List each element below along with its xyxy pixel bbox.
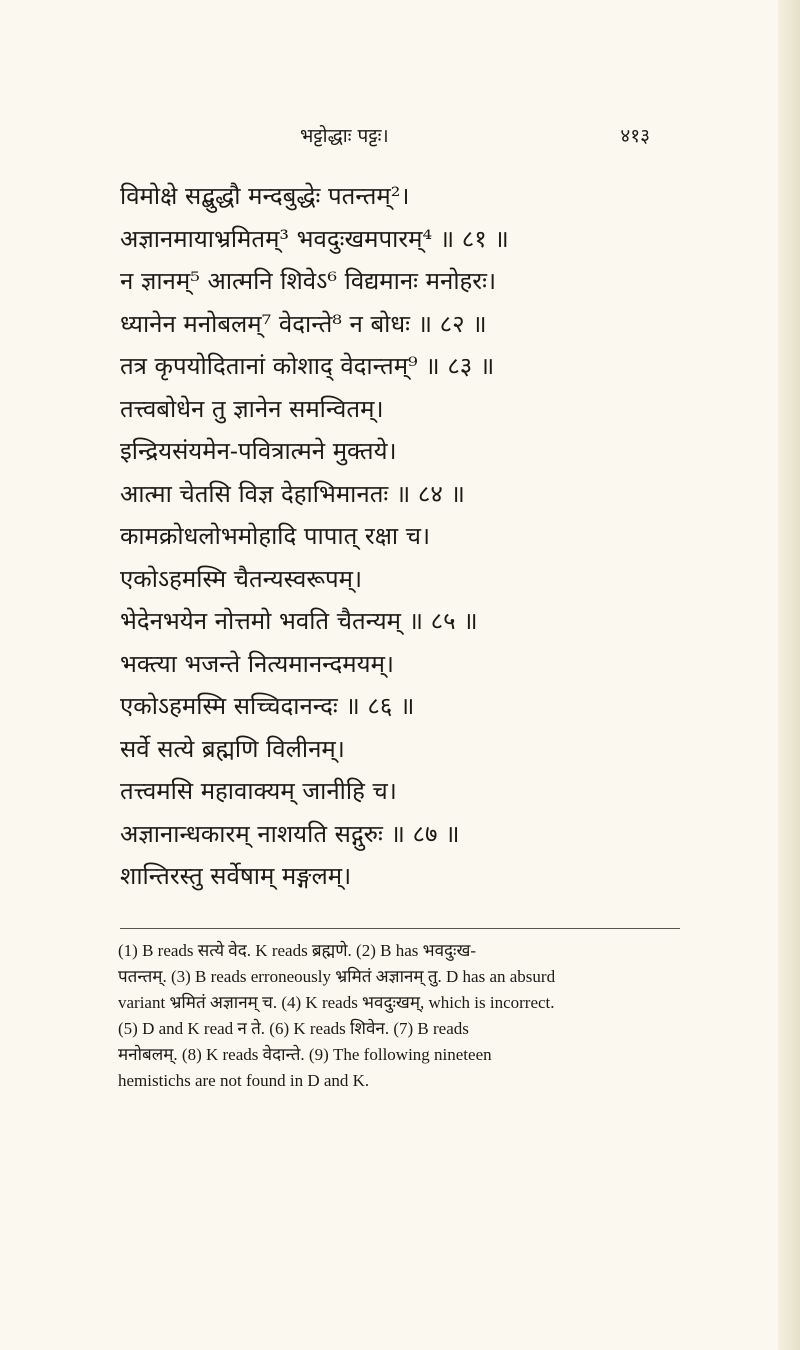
verse-line: सर्वे सत्ये ब्रह्मणि विलीनम्।: [120, 734, 345, 763]
verse-line: एकोऽहमस्मि सच्चिदानन्दः ॥ ८६ ॥: [120, 692, 415, 720]
verse-line: भेदेनभयेन नोत्तमो भवति चैतन्यम् ॥ ८५ ॥: [120, 607, 478, 635]
footnote-line: (1) B reads सत्ये वेद. K reads ब्रह्मणे. (2) B has भवदुःख-: [118, 941, 477, 960]
footnote-line: (5) D and K read न ते. (6) K reads शिवेन. (7) B reads: [118, 1019, 469, 1038]
page-number: ४१३: [620, 125, 650, 147]
verse-line: अज्ञानान्धकारम् नाशयति सद्गुरुः ॥ ८७ ॥: [120, 819, 460, 848]
verse-line: शान्तिरस्तु सर्वेषाम् मङ्गलम्।: [120, 862, 352, 890]
footnotes: [118, 938, 680, 1094]
verse-line: कामक्रोधलोभमोहादि पापात् रक्षा च।: [120, 522, 431, 550]
verse-line: ध्यानेन मनोबलम्⁷ वेदान्ते⁸ न बोधः ॥ ८२ ॥: [120, 309, 487, 338]
footnote-line: मनोबलम्. (8) K reads वेदान्ते. (9) The following nineteen: [118, 1045, 492, 1064]
verse-line: तत्र कृपयोदितानां कोशाद् वेदान्तम्⁹ ॥ ८३ ॥: [120, 352, 495, 380]
verse-line: आत्मा चेतसि विज्ञ देहाभिमानतः ॥ ८४ ॥: [120, 479, 465, 508]
page-edge: [778, 0, 800, 1350]
verse-line: अज्ञानमायाभ्रमितम्³ भवदुःखमपारम्⁴ ॥ ८१ ॥: [120, 224, 509, 253]
running-title: भट्टोद्धाः पट्टः।: [300, 125, 389, 147]
page-header: [250, 122, 650, 148]
footnote-line: पतन्तम्. (3) B reads erroneously भ्रमितं अज्ञानम् तु. D has an absurd: [118, 967, 556, 986]
verse-line: तत्त्वबोधेन तु ज्ञानेन समन्वितम्।: [120, 394, 384, 423]
verse-line: एकोऽहमस्मि चैतन्यस्वरूपम्।: [120, 564, 363, 593]
footnote-line: variant भ्रमितं अज्ञानम् च. (4) K reads भवदुःखम्, which is incorrect.: [118, 993, 555, 1012]
verse-line: तत्त्वमसि महावाक्यम् जानीहि च।: [120, 777, 397, 805]
verse-line: विमोक्षे सद्बुद्धौ मन्दबुद्धेः पतन्तम्²।: [120, 182, 410, 210]
verse-block: [120, 175, 680, 898]
footnote-divider: [120, 928, 680, 929]
verse-line: भक्त्या भजन्ते नित्यमानन्दमयम्।: [120, 649, 395, 678]
verse-line: इन्द्रियसंयमेन-पवित्रात्मने मुक्तये।: [120, 437, 397, 465]
footnote-line: hemistichs are not found in D and K.: [118, 1071, 370, 1090]
verse-line: न ज्ञानम्⁵ आत्मनि शिवेऽ⁶ विद्यमानः मनोहरः।: [120, 267, 497, 295]
